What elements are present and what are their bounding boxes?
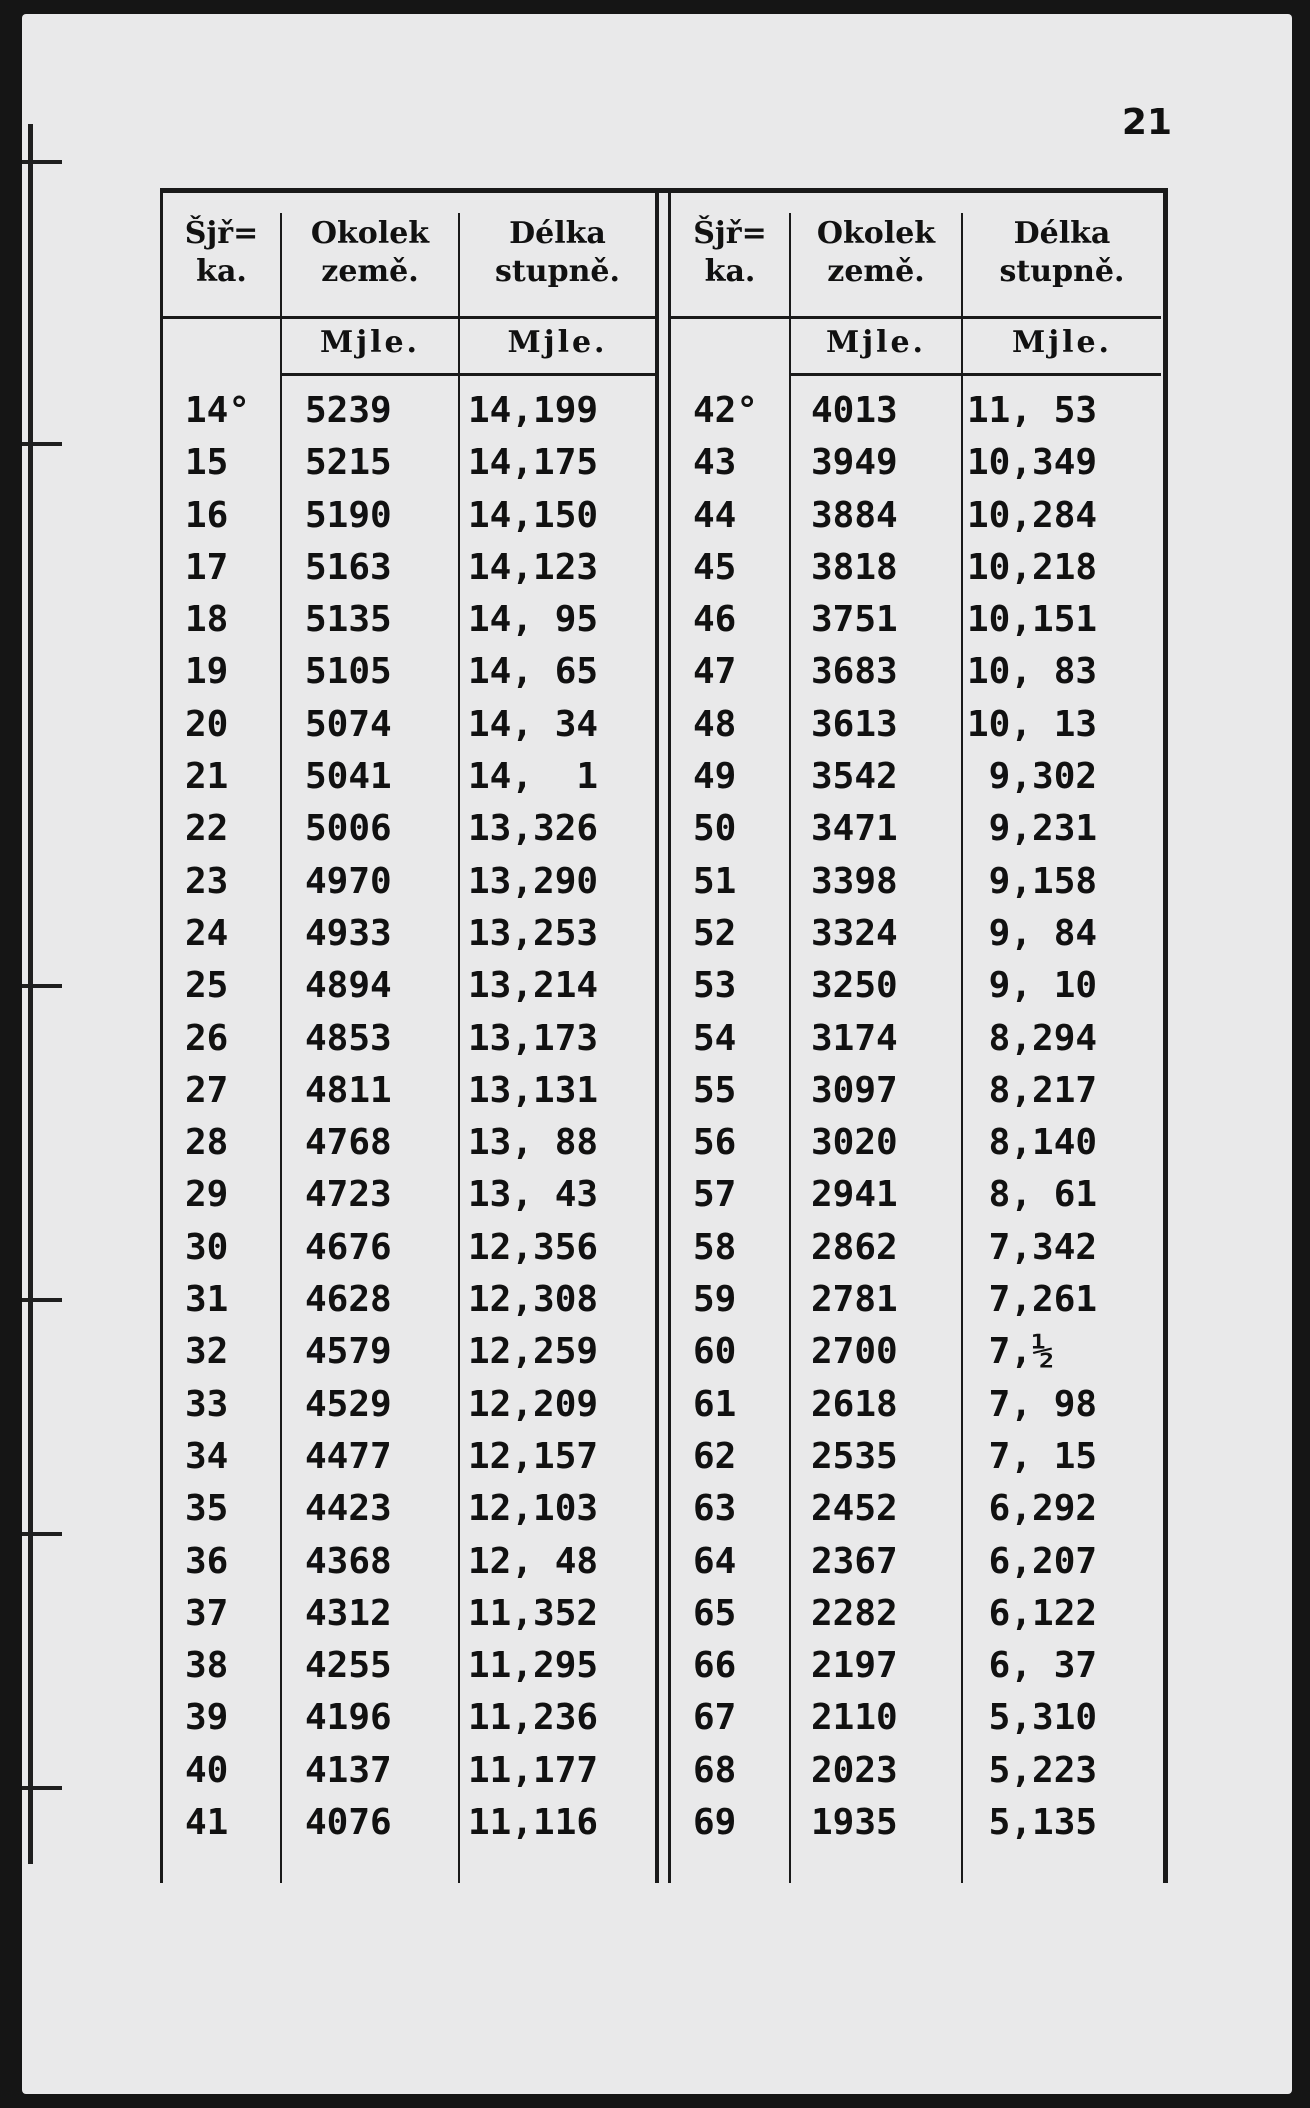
- degree-length-cell: 7,342: [967, 1226, 1098, 1268]
- latitude-cell: 51: [693, 860, 737, 902]
- circumference-cell: 2862: [811, 1226, 898, 1268]
- circumference-cell: 4894: [305, 965, 392, 1007]
- binding-thread: [22, 160, 62, 164]
- degree-length-cell: 6,122: [967, 1592, 1098, 1634]
- table-row: [163, 594, 655, 646]
- circumference-cell: 4013: [811, 390, 898, 431]
- latitude-cell: 56: [693, 1122, 737, 1164]
- latitude-cell: 24: [185, 912, 229, 954]
- latitude-cell: 25: [185, 965, 229, 1007]
- table-row: [671, 1222, 1161, 1274]
- degree-length-cell: 13,214: [468, 965, 599, 1007]
- header-latitude: Šjř= ka.: [693, 216, 767, 289]
- degree-length-cell: 10,218: [967, 546, 1098, 588]
- circumference-cell: 4423: [305, 1488, 392, 1530]
- circumference-cell: 5006: [305, 808, 392, 850]
- degree-length-cell: 7,½: [967, 1331, 1054, 1373]
- table-row: [671, 960, 1161, 1012]
- circumference-cell: 2781: [811, 1279, 898, 1321]
- table-row: [671, 751, 1161, 803]
- table-row: [671, 1326, 1161, 1378]
- table-row: [163, 646, 655, 698]
- degree-length-cell: 13,326: [468, 808, 599, 850]
- latitude-cell: 63: [693, 1488, 737, 1530]
- header-latitude: Šjř= ka.: [184, 216, 259, 289]
- degree-length-cell: 8, 61: [967, 1174, 1098, 1216]
- latitude-cell: 36: [185, 1540, 229, 1582]
- latitude-cell: 39: [185, 1697, 229, 1739]
- circumference-cell: 4853: [305, 1017, 392, 1059]
- table-row: [163, 1797, 655, 1849]
- latitude-cell: 32: [185, 1331, 229, 1373]
- degree-length-cell: 14, 1: [468, 756, 599, 798]
- degree-length-cell: 12,209: [468, 1383, 599, 1425]
- latitude-cell: 69: [693, 1802, 737, 1844]
- degree-length-cell: 6,292: [967, 1488, 1098, 1530]
- header-degree-length: Délka stupně.: [999, 216, 1125, 289]
- circumference-cell: 2367: [811, 1540, 898, 1582]
- table-row: [163, 1013, 655, 1065]
- latitude-cell: 59: [693, 1279, 737, 1321]
- latitude-cell: 30: [185, 1226, 229, 1268]
- unit-miles: Mjle.: [320, 325, 420, 360]
- degree-length-cell: 5,310: [967, 1697, 1098, 1739]
- latitude-cell: 50: [693, 808, 737, 850]
- table-row: [163, 699, 655, 751]
- table-row: [671, 1536, 1161, 1588]
- circumference-cell: 5105: [305, 651, 392, 693]
- degree-length-cell: 8,217: [967, 1069, 1098, 1111]
- table-row: [671, 908, 1161, 960]
- degree-length-cell: 12,103: [468, 1488, 599, 1530]
- table-row: [671, 1169, 1161, 1221]
- circumference-cell: 2700: [811, 1331, 898, 1373]
- header-degree-length: Délka stupně.: [495, 216, 620, 289]
- table-row: [163, 1692, 655, 1744]
- latitude-cell: 16: [185, 494, 229, 536]
- latitude-cell: 64: [693, 1540, 737, 1582]
- latitude-cell: 33: [185, 1383, 229, 1425]
- latitude-cell: 41: [185, 1802, 229, 1844]
- table-row: [163, 1379, 655, 1431]
- degree-length-cell: 12, 48: [468, 1540, 599, 1582]
- table-row: [671, 1379, 1161, 1431]
- circumference-cell: 5163: [305, 546, 392, 588]
- latitude-cell: 38: [185, 1645, 229, 1687]
- degree-length-cell: 14,123: [468, 546, 599, 588]
- table-row: [163, 542, 655, 594]
- table-row: [671, 1117, 1161, 1169]
- table-row: [671, 1274, 1161, 1326]
- degree-length-cell: 7,261: [967, 1279, 1098, 1321]
- unit-miles: Mjle.: [826, 325, 926, 360]
- circumference-cell: 3542: [811, 756, 898, 798]
- degree-length-cell: 8,140: [967, 1122, 1098, 1164]
- degree-length-cell: 11,236: [468, 1697, 599, 1739]
- circumference-cell: 5215: [305, 442, 392, 484]
- latitude-cell: 57: [693, 1174, 737, 1216]
- degree-length-cell: 14,150: [468, 494, 599, 536]
- table-row: [163, 1483, 655, 1535]
- degree-length-cell: 9,302: [967, 756, 1098, 798]
- latitude-cell: 17: [185, 546, 229, 588]
- degree-length-cell: 13, 43: [468, 1174, 599, 1216]
- latitude-cell: 68: [693, 1749, 737, 1791]
- circumference-cell: 5041: [305, 756, 392, 798]
- latitude-cell: 14°: [185, 390, 251, 431]
- latitude-cell: 40: [185, 1749, 229, 1791]
- degree-length-cell: 11,352: [468, 1592, 599, 1634]
- degree-length-cell: 14, 34: [468, 703, 599, 745]
- latitude-cell: 44: [693, 494, 737, 536]
- circumference-cell: 3613: [811, 703, 898, 745]
- header-circumference: Okolek země.: [310, 216, 430, 289]
- table-row: [671, 437, 1161, 489]
- latitude-cell: 23: [185, 860, 229, 902]
- table-row: [671, 856, 1161, 908]
- latitude-cell: 31: [185, 1279, 229, 1321]
- table-row: [163, 803, 655, 855]
- table-row: [671, 1745, 1161, 1797]
- latitude-cell: 22: [185, 808, 229, 850]
- table-row: [163, 1274, 655, 1326]
- table-row: [671, 594, 1161, 646]
- latitude-cell: 19: [185, 651, 229, 693]
- degree-length-cell: 12,308: [468, 1279, 599, 1321]
- degree-length-cell: 8,294: [967, 1017, 1098, 1059]
- degree-length-cell: 10, 13: [967, 703, 1098, 745]
- table-row: [163, 385, 655, 437]
- degree-length-cell: 9, 10: [967, 965, 1098, 1007]
- latitude-cell: 26: [185, 1017, 229, 1059]
- table-row: [163, 1326, 655, 1378]
- latitude-cell: 61: [693, 1383, 737, 1425]
- circumference-cell: 4477: [305, 1435, 392, 1477]
- table-row: [163, 1536, 655, 1588]
- table-row: [671, 1431, 1161, 1483]
- table-row: [671, 1065, 1161, 1117]
- table-row: [163, 1065, 655, 1117]
- latitude-cell: 48: [693, 703, 737, 745]
- circumference-cell: 4933: [305, 912, 392, 954]
- circumference-cell: 2110: [811, 1697, 898, 1739]
- table-row: [671, 1692, 1161, 1744]
- table-row: [163, 960, 655, 1012]
- circumference-cell: 4255: [305, 1645, 392, 1687]
- degree-length-cell: 13, 88: [468, 1122, 599, 1164]
- circumference-cell: 4970: [305, 860, 392, 902]
- circumference-cell: 4628: [305, 1279, 392, 1321]
- latitude-cell: 35: [185, 1488, 229, 1530]
- degree-length-cell: 14, 65: [468, 651, 599, 693]
- latitude-cell: 20: [185, 703, 229, 745]
- circumference-cell: 5135: [305, 599, 392, 641]
- circumference-cell: 5239: [305, 390, 392, 431]
- degree-length-cell: 9,158: [967, 860, 1098, 902]
- circumference-cell: 3818: [811, 546, 898, 588]
- table-left-half: [163, 193, 655, 1883]
- binding-thread: [22, 442, 62, 446]
- table-divider: [655, 193, 671, 1883]
- table-row: [163, 1431, 655, 1483]
- table-row: [671, 1483, 1161, 1535]
- page-number: 21: [1121, 102, 1172, 143]
- left-rows: [163, 385, 655, 1849]
- table-row: [163, 1222, 655, 1274]
- latitude-cell: 55: [693, 1069, 737, 1111]
- table-row: [163, 751, 655, 803]
- binding-thread: [22, 984, 62, 988]
- circumference-cell: 1935: [811, 1802, 898, 1844]
- latitude-cell: 21: [185, 756, 229, 798]
- circumference-cell: 3097: [811, 1069, 898, 1111]
- latitude-cell: 42°: [693, 390, 759, 431]
- latitude-cell: 52: [693, 912, 737, 954]
- latitude-cell: 45: [693, 546, 737, 588]
- table-row: [163, 1588, 655, 1640]
- degree-length-cell: 14, 95: [468, 599, 599, 641]
- degree-length-cell: 9,231: [967, 808, 1098, 850]
- latitude-cell: 62: [693, 1435, 737, 1477]
- circumference-cell: 4312: [305, 1592, 392, 1634]
- degree-length-cell: 10,151: [967, 599, 1098, 641]
- degree-length-cell: 14,175: [468, 442, 599, 484]
- latitude-cell: 46: [693, 599, 737, 641]
- latitude-cell: 66: [693, 1645, 737, 1687]
- circumference-cell: 4676: [305, 1226, 392, 1268]
- circumference-cell: 4076: [305, 1802, 392, 1844]
- circumference-cell: 3683: [811, 651, 898, 693]
- circumference-cell: 3324: [811, 912, 898, 954]
- latitude-cell: 15: [185, 442, 229, 484]
- degree-length-cell: 7, 98: [967, 1383, 1098, 1425]
- degree-length-cell: 12,259: [468, 1331, 599, 1373]
- circumference-cell: 3949: [811, 442, 898, 484]
- latitude-cell: 27: [185, 1069, 229, 1111]
- degree-length-cell: 12,356: [468, 1226, 599, 1268]
- circumference-cell: 4579: [305, 1331, 392, 1373]
- unit-miles: Mjle.: [507, 325, 608, 360]
- degree-length-cell: 5,223: [967, 1749, 1098, 1791]
- table-row: [671, 1640, 1161, 1692]
- binding-thread: [22, 1786, 62, 1790]
- unit-miles: Mjle.: [1012, 325, 1112, 360]
- degree-length-cell: 10, 83: [967, 651, 1098, 693]
- latitude-cell: 28: [185, 1122, 229, 1164]
- table-row: [163, 1640, 655, 1692]
- binding-thread: [22, 1532, 62, 1536]
- table-row: [671, 490, 1161, 542]
- circumference-cell: 2452: [811, 1488, 898, 1530]
- latitude-cell: 37: [185, 1592, 229, 1634]
- circumference-cell: 3884: [811, 494, 898, 536]
- latitude-cell: 18: [185, 599, 229, 641]
- page-binding: [28, 124, 33, 1864]
- degree-length-cell: 13,290: [468, 860, 599, 902]
- latitude-cell: 43: [693, 442, 737, 484]
- circumference-cell: 4529: [305, 1383, 392, 1425]
- table-row: [671, 1797, 1161, 1849]
- latitude-cell: 58: [693, 1226, 737, 1268]
- degree-length-cell: 11,116: [468, 1802, 599, 1844]
- degree-length-cell: 13,131: [468, 1069, 599, 1111]
- header-circumference: Okolek země.: [816, 216, 936, 289]
- circumference-cell: 4196: [305, 1697, 392, 1739]
- table-row: [163, 856, 655, 908]
- degree-length-cell: 13,173: [468, 1017, 599, 1059]
- degree-length-cell: 10,349: [967, 442, 1098, 484]
- circumference-cell: 2282: [811, 1592, 898, 1634]
- latitude-cell: 67: [693, 1697, 737, 1739]
- circumference-cell: 5190: [305, 494, 392, 536]
- degree-length-cell: 12,157: [468, 1435, 599, 1477]
- circumference-cell: 3398: [811, 860, 898, 902]
- latitude-cell: 65: [693, 1592, 737, 1634]
- circumference-cell: 3250: [811, 965, 898, 1007]
- circumference-cell: 3751: [811, 599, 898, 641]
- table-row: [163, 908, 655, 960]
- circumference-cell: 3174: [811, 1017, 898, 1059]
- table-row: [163, 1745, 655, 1797]
- circumference-cell: 4137: [305, 1749, 392, 1791]
- circumference-cell: 4768: [305, 1122, 392, 1164]
- table-row: [671, 803, 1161, 855]
- table-row: [671, 646, 1161, 698]
- circumference-cell: 4723: [305, 1174, 392, 1216]
- degree-length-cell: 6,207: [967, 1540, 1098, 1582]
- table-row: [671, 385, 1161, 437]
- table-row: [163, 1169, 655, 1221]
- latitude-cell: 60: [693, 1331, 737, 1373]
- circumference-cell: 4368: [305, 1540, 392, 1582]
- latitude-cell: 49: [693, 756, 737, 798]
- table-row: [163, 490, 655, 542]
- latitude-cell: 54: [693, 1017, 737, 1059]
- latitude-cell: 34: [185, 1435, 229, 1477]
- latitude-cell: 29: [185, 1174, 229, 1216]
- table-right-half: [671, 193, 1161, 1883]
- table-row: [163, 437, 655, 489]
- binding-thread: [22, 1298, 62, 1302]
- latitude-cell: 47: [693, 651, 737, 693]
- degree-length-cell: 11, 53: [967, 390, 1098, 431]
- circumference-cell: 2535: [811, 1435, 898, 1477]
- degree-length-cell: 10,284: [967, 494, 1098, 536]
- circumference-cell: 2023: [811, 1749, 898, 1791]
- latitude-cell: 53: [693, 965, 737, 1007]
- degree-length-cell: 13,253: [468, 912, 599, 954]
- circumference-cell: 3471: [811, 808, 898, 850]
- degree-length-cell: 11,295: [468, 1645, 599, 1687]
- circumference-cell: 2618: [811, 1383, 898, 1425]
- degree-length-cell: 9, 84: [967, 912, 1098, 954]
- degree-length-cell: 11,177: [468, 1749, 599, 1791]
- latitude-table: [160, 188, 1168, 1883]
- degree-length-cell: 6, 37: [967, 1645, 1098, 1687]
- circumference-cell: 2197: [811, 1645, 898, 1687]
- table-row: [671, 1013, 1161, 1065]
- circumference-cell: 3020: [811, 1122, 898, 1164]
- degree-length-cell: 5,135: [967, 1802, 1098, 1844]
- right-rows: [671, 385, 1161, 1849]
- circumference-cell: 2941: [811, 1174, 898, 1216]
- circumference-cell: 4811: [305, 1069, 392, 1111]
- circumference-cell: 5074: [305, 703, 392, 745]
- table-row: [671, 542, 1161, 594]
- table-row: [163, 1117, 655, 1169]
- table-row: [671, 699, 1161, 751]
- degree-length-cell: 14,199: [468, 390, 599, 431]
- degree-length-cell: 7, 15: [967, 1435, 1098, 1477]
- table-row: [671, 1588, 1161, 1640]
- book-page: [22, 14, 1292, 2094]
